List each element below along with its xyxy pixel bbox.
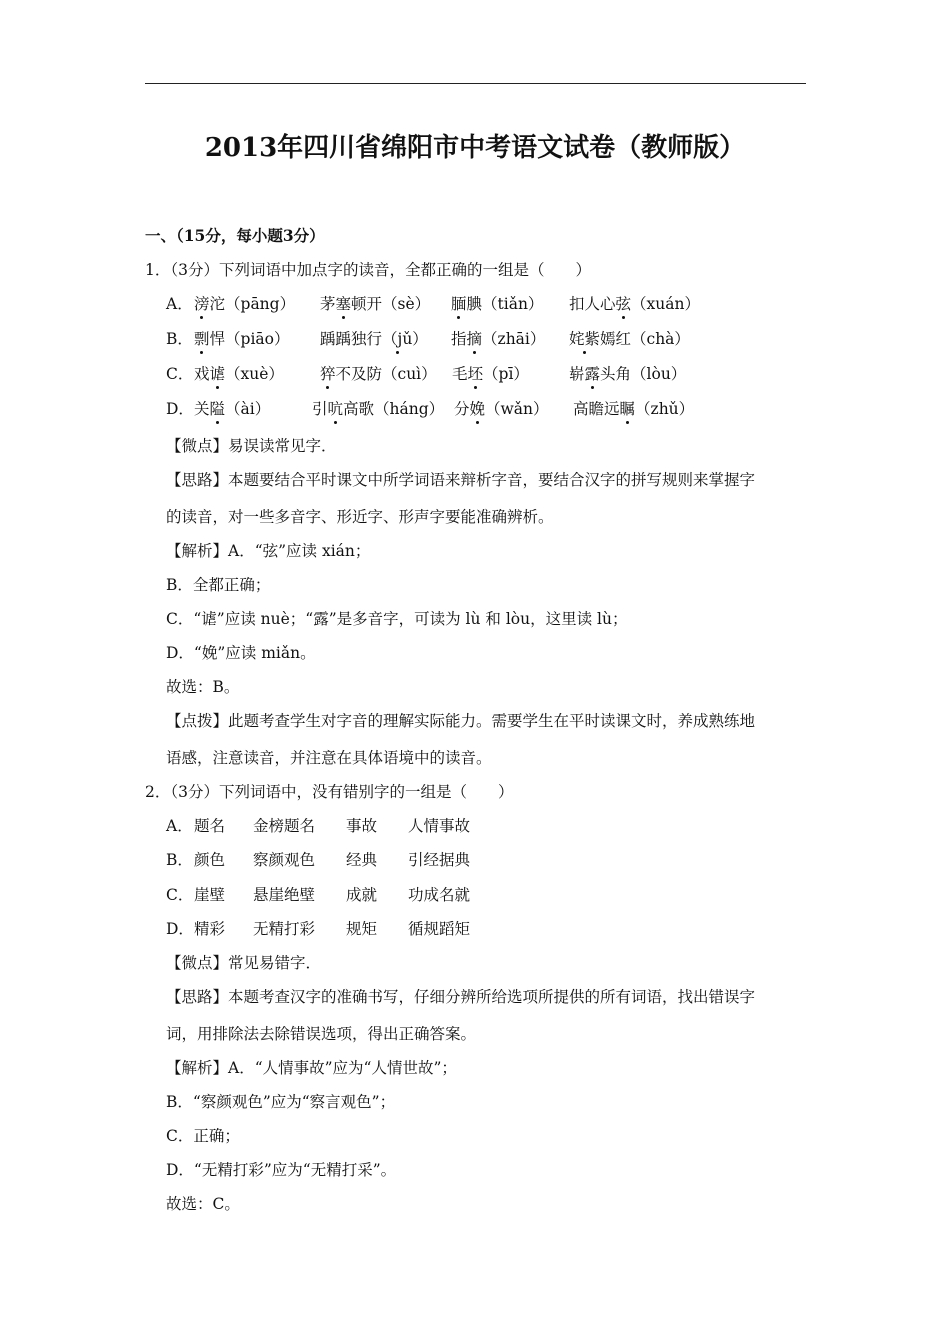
q2-b-word-3: 经典 <box>346 851 378 869</box>
header-rule <box>145 83 806 84</box>
q2-d-word-3: 规矩 <box>346 920 378 938</box>
option-letter: B． <box>166 330 193 348</box>
q1-a-word-1: 滂沱（pāng） <box>194 295 296 313</box>
q1-b-word-2: 踽踽独行（jǔ） <box>320 330 428 348</box>
q1-silu-line-1: 【思路】本题要结合平时课文中所学词语来辩析字音，要结合汉字的拼写规则来掌握字 <box>166 471 756 489</box>
q2-option-a <box>166 816 806 838</box>
q1-a-word-4: 扣人心弦（xuán） <box>569 295 700 313</box>
q2-c-word-3: 成就 <box>346 886 378 904</box>
q2-c-word-4: 功成名就 <box>408 886 471 904</box>
option-letter: B． <box>166 851 193 869</box>
q1-a-word-3: 腼腆（tiǎn） <box>451 295 544 313</box>
q2-d-word-1: 精彩 <box>194 920 226 938</box>
q2-option-d <box>166 919 806 941</box>
page-title: 2013年四川省绵阳市中考语文试卷（教师版） <box>204 133 746 163</box>
q2-a-word-3: 事故 <box>346 817 378 835</box>
q1-dianbo-line-2: 语感，注意读音，并注意在具体语境中的读音。 <box>166 749 492 767</box>
q1-c-word-4: 崭露头角（lòu） <box>569 365 687 383</box>
q1-b-word-1: 剽悍（piāo） <box>194 330 290 348</box>
q2-analysis-c: C．正确； <box>166 1127 240 1145</box>
q1-a-word-2: 茅塞顿开（sè） <box>320 295 431 313</box>
q2-option-c <box>166 885 806 907</box>
q1-b-word-3: 指摘（zhāi） <box>451 330 546 348</box>
option-letter: C． <box>166 365 194 383</box>
q2-silu-line-1: 【思路】本题考查汉字的准确书写，仔细分辨所给选项所提供的所有词语，找出错误字 <box>166 988 756 1006</box>
q2-analysis-d: D．“无精打彩”应为“无精打采”。 <box>166 1161 397 1179</box>
q1-stem: 1．（3分）下列词语中加点字的读音，全都正确的一组是（ ） <box>145 261 591 279</box>
q2-a-word-1: 题名 <box>194 817 226 835</box>
section-heading: 一、（15分，每小题3分） <box>145 226 325 245</box>
q2-a-word-2: 金榜题名 <box>253 817 316 835</box>
q1-option-b <box>166 329 806 351</box>
q1-option-a <box>166 294 806 316</box>
q2-b-word-1: 颜色 <box>194 851 226 869</box>
q1-dianbo-line-1: 【点拨】此题考查学生对字音的理解实际能力。需要学生在平时读课文时，养成熟练地 <box>166 712 756 730</box>
q1-silu-line-2: 的读音，对一些多音字、形近字、形声字要能准确辨析。 <box>166 508 554 526</box>
option-letter: A． <box>166 295 193 313</box>
q2-a-word-4: 人情事故 <box>408 817 471 835</box>
q2-silu-line-2: 词，用排除法去除错误选项，得出正确答案。 <box>166 1025 477 1043</box>
option-letter: C． <box>166 886 194 904</box>
q1-d-word-1: 关隘（ài） <box>194 400 271 418</box>
q1-option-d <box>166 399 806 421</box>
option-letter: D． <box>166 400 194 418</box>
q1-c-word-1: 戏谑（xuè） <box>194 365 284 383</box>
q1-analysis-d: D．“娩”应读 miǎn。 <box>166 644 316 662</box>
q2-weidian: 【微点】常见易错字． <box>166 954 322 972</box>
q2-analysis-b: B．“察颜观色”应为“察言观色”； <box>166 1093 396 1111</box>
q1-c-word-2: 猝不及防（cuì） <box>320 365 437 383</box>
q1-c-word-3: 毛坯（pī） <box>452 365 529 383</box>
q2-d-word-4: 循规蹈矩 <box>408 920 471 938</box>
option-letter: D． <box>166 920 194 938</box>
q1-d-word-2: 引吭高歌（háng） <box>312 400 445 418</box>
option-letter: A． <box>166 817 193 835</box>
q1-d-word-4: 高瞻远瞩（zhǔ） <box>573 400 695 418</box>
q1-b-word-4: 姹紫嫣红（chà） <box>569 330 690 348</box>
q2-option-b <box>166 850 806 872</box>
q2-d-word-2: 无精打彩 <box>253 920 316 938</box>
q2-b-word-4: 引经据典 <box>408 851 471 869</box>
q2-answer: 故选：C。 <box>166 1195 240 1213</box>
q1-d-word-3: 分娩（wǎn） <box>454 400 549 418</box>
q2-stem: 2．（3分）下列词语中，没有错别字的一组是（ ） <box>145 783 514 801</box>
q1-weidian: 【微点】易误读常见字． <box>166 437 337 455</box>
q1-analysis-c: C．“谑”应读 nuè；“露”是多音字，可读为 lù 和 lòu，这里读 lù； <box>166 610 628 628</box>
q1-jiexi: 【解析】A．“弦”应读 xián； <box>166 542 371 560</box>
q2-jiexi: 【解析】A．“人情事故”应为“人情世故”； <box>166 1059 457 1077</box>
q2-c-word-1: 崖壁 <box>194 886 226 904</box>
q2-c-word-2: 悬崖绝壁 <box>253 886 316 904</box>
q1-answer: 故选：B。 <box>166 678 240 696</box>
q1-analysis-b: B．全都正确； <box>166 576 271 594</box>
q1-option-c <box>166 364 806 386</box>
q2-b-word-2: 察颜观色 <box>253 851 316 869</box>
